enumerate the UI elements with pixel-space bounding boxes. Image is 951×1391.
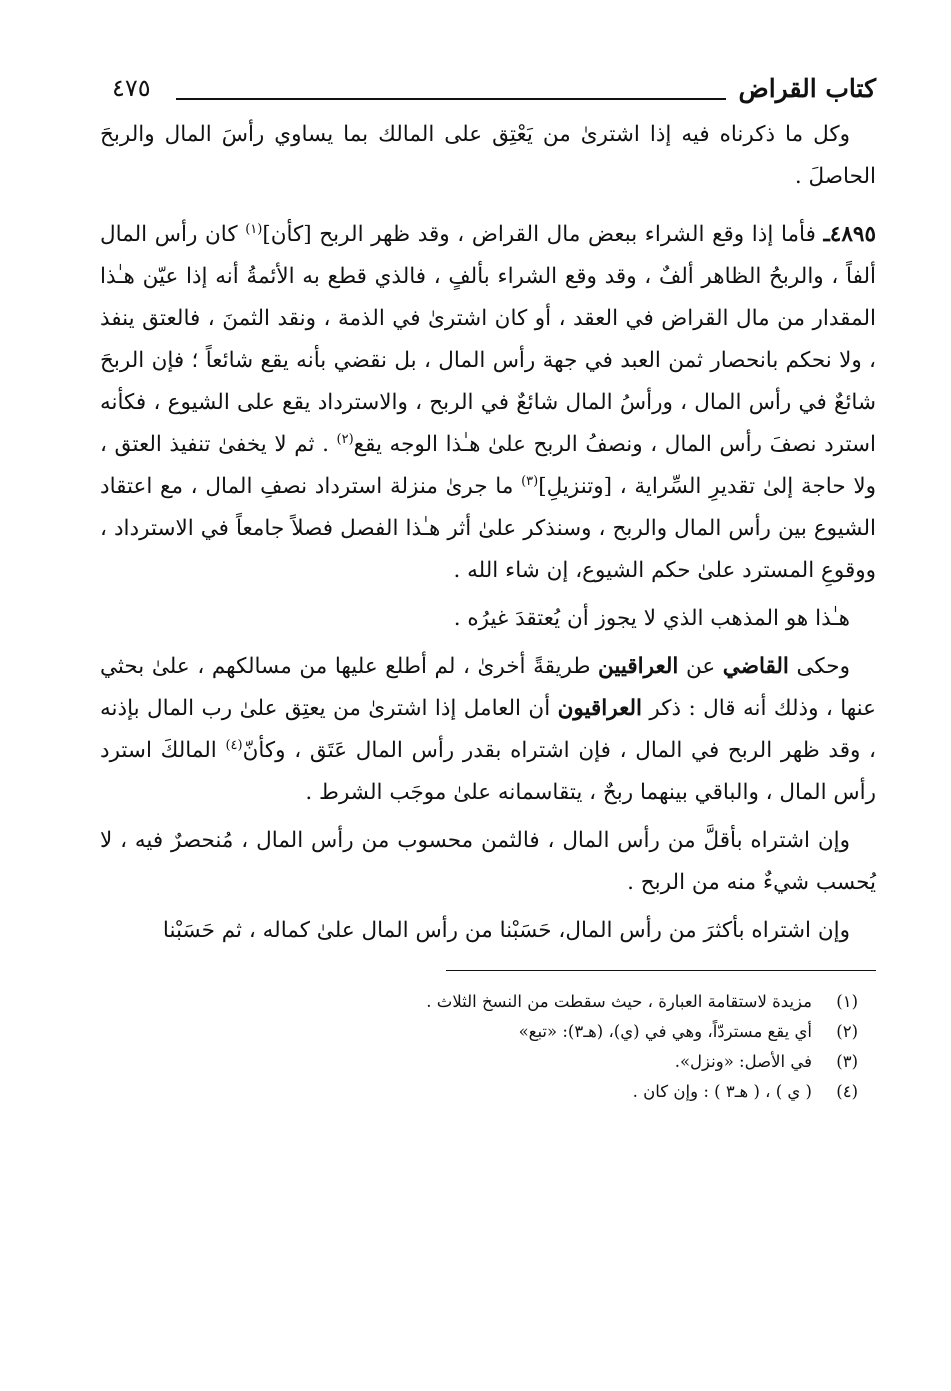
footnote-number: (٤) xyxy=(836,1082,858,1101)
footnote-text: ( ي ) ، ( هـ٣ ) : وإن كان . xyxy=(632,1082,812,1101)
paragraph-5: وإن اشتراه بأقلَّ من رأس المال ، فالثمن محسوب من رأس المال ، مُنحصرٌ فيه ، لا يُحسب شيءٌ منه من الربح . xyxy=(100,828,876,895)
header-rule xyxy=(176,98,726,100)
paragraph-3: هـٰذا هو المذهب الذي لا يجوز أن يُعتقدَ غيرُه . xyxy=(453,606,850,631)
footnote-2 xyxy=(100,1017,876,1047)
paragraph-4895: ٤٨٩٥ـ فأما إذا وقع الشراء ببعض مال القراض ، وقد ظهر الربح [كأن]$^{(١)}$ كان رأس المال ألفاً ، والربحُ الظاهر ألفٌ ، وقد وقع الشراء بألفٍ ، فالذي قطع به الأئمةُ أنه إذا عيّن هـٰذا المقدار من مال القراض في العقد ، أو كان اشترىٰ في الذمة ، ونقد الثمنَ ، فالعتق ينفذ ، ولا نحكم بانحصار ثمن العبد في جهة رأس المال ، بل نقضي بأنه يقع شائعاً ؛ فإن الربحَ شائعٌ في رأس المال ، ورأسُ المال شائعٌ في الربح ، والاسترداد يقع على الشيوع ، فكأنه استرد نصفَ رأس المال ، ونصفُ الربح علىٰ هـٰذا الوجه يقع$^{(٢)}$ . ثم لا يخفىٰ تنفيذ العتق ، ولا حاجة إلىٰ تقديرِ السِّراية ، [وتنزيلِ]$^{(٣)}$ ما جرىٰ منزلة استرداد نصفِ المال ، مع اعتقاد الشيوع بين رأس المال والربح ، وسنذكر علىٰ أثر هـٰذا الفصل فصلاً جامعاً في الاسترداد ، ووقوعِ المسترد علىٰ حكم الشيوع، إن شاء الله . xyxy=(100,221,876,583)
footnote-text: أي يقع مستردّاً، وهي في (ي)، (هـ٣): «تبع» xyxy=(518,1022,812,1041)
footnote-4 xyxy=(100,1077,876,1107)
chapter-title: كتاب القراض xyxy=(738,74,876,103)
main-text xyxy=(100,114,876,952)
footnote-rule xyxy=(446,970,876,971)
footnote-number: (٣) xyxy=(836,1052,858,1071)
footnote-number: (١) xyxy=(836,992,858,1011)
paragraph-4: وحكى القاضي عن العراقيين طريقةً أخرىٰ ، لم أطلع عليها من مسالكهم ، علىٰ بحثي عنها ، وذلك أنه قال : ذكر العراقيون أن العامل إذا اشترىٰ من يعتِق علىٰ رب المال بإذنه ، وقد ظهر الربح في المال ، فإن اشتراه بقدر رأس المال عَتَق ، وكأنّ$^{(٤)}$ المالكَ استرد رأس المال ، والباقي بينهما ربحٌ ، يتقاسمانه علىٰ موجَب الشرط . xyxy=(100,654,876,805)
footnotes xyxy=(100,987,876,1107)
paragraph-6: وإن اشتراه بأكثرَ من رأس المال، حَسَبْنا من رأس المال علىٰ كماله ، ثم حَسَبْنا xyxy=(162,918,850,943)
page-number: ٤٧٥ xyxy=(112,74,151,102)
footnote-3 xyxy=(100,1047,876,1077)
book-page xyxy=(100,70,876,1107)
footnote-1 xyxy=(100,987,876,1017)
footnote-text: في الأصل: «ونزل». xyxy=(674,1052,812,1071)
footnote-text: مزيدة لاستقامة العبارة ، حيث سقطت من النسخ الثلاث . xyxy=(426,992,812,1011)
page-header xyxy=(100,70,876,114)
footnote-number: (٢) xyxy=(836,1022,858,1041)
paragraph-1: وكل ما ذكرناه فيه إذا اشترىٰ من يَعْتِق على المالك بما يساوي رأسَ المال والربحَ الحاصلَ . xyxy=(100,122,876,189)
